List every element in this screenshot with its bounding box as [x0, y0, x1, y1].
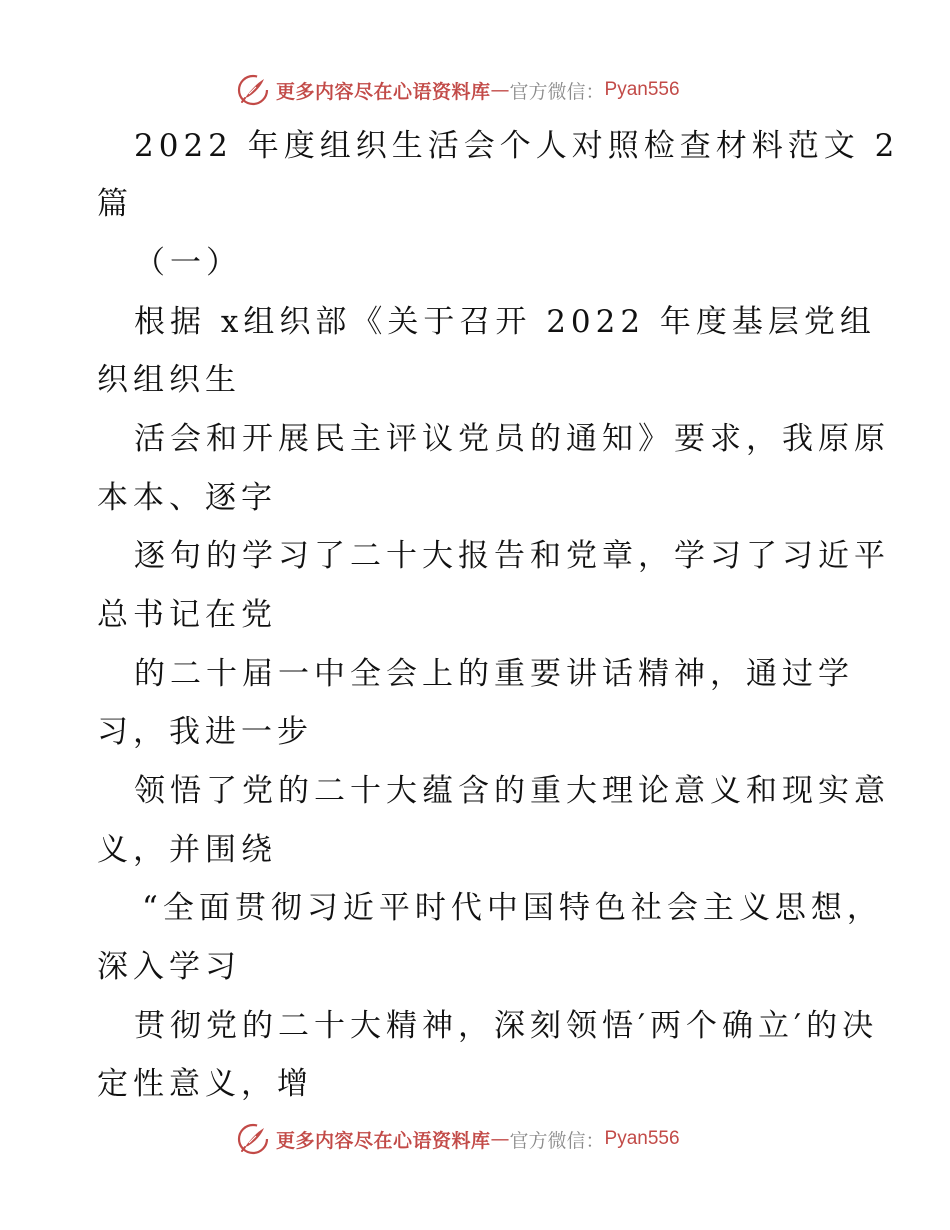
document-title-line-1: 2022 年度组织生活会个人对照检查材料范文 2 [134, 128, 900, 164]
paragraph-line: 织组织生 [97, 362, 241, 398]
watermark-banner-top [236, 72, 680, 108]
feather-pen-logo-icon [236, 1122, 270, 1156]
paragraph-line: 逐句的学习了二十大报告和党章，学习了习近平 [134, 538, 890, 574]
watermark-label: 官方微信： [509, 80, 605, 103]
feather-pen-logo-icon [236, 73, 270, 107]
watermark-separator: — [490, 1128, 510, 1150]
document-title-line-2: 篇 [97, 186, 133, 222]
section-heading: （一） [134, 245, 242, 281]
watermark-separator: — [490, 79, 510, 101]
paragraph-line: 领悟了党的二十大蕴含的重大理论意义和现实意 [134, 773, 890, 809]
watermark-wechat-id: Pyan556 [604, 1128, 680, 1149]
paragraph-line: 根据 x组织部《关于召开 2022 年度基层党组 [134, 304, 876, 340]
watermark-wechat-id: Pyan556 [604, 79, 680, 100]
watermark-brand-text: 更多内容尽在心语资料库 [276, 1129, 491, 1152]
watermark-banner-bottom [236, 1121, 680, 1157]
paragraph-line: 本本、逐字 [97, 480, 277, 516]
paragraph-line: 定性意义，增 [97, 1066, 313, 1102]
paragraph-line: 贯彻党的二十大精神，深刻领悟′两个确立′的决 [134, 1008, 879, 1044]
watermark-label: 官方微信： [509, 1129, 605, 1152]
paragraph-line: 习，我进一步 [97, 714, 313, 750]
paragraph-line: 总书记在党 [97, 597, 277, 633]
paragraph-line: 活会和开展民主评议党员的通知》要求，我原原 [134, 421, 890, 457]
watermark-brand-text: 更多内容尽在心语资料库 [276, 80, 491, 103]
paragraph-line: 的二十届一中全会上的重要讲话精神，通过学 [134, 656, 854, 692]
paragraph-line: 义，并围绕 [97, 832, 277, 868]
paragraph-line: 深入学习 [97, 949, 241, 985]
paragraph-line: “全面贯彻习近平时代中国特色社会主义思想， [142, 890, 883, 926]
